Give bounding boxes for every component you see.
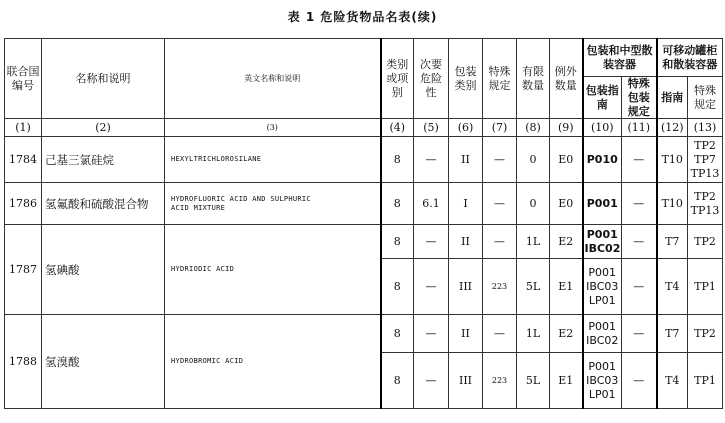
special-provision-cell: — [483,225,517,259]
subsidiary-cell: — [414,315,449,353]
tank-special-cell: TP2 TP7 TP13 [688,137,723,183]
col-number: (11) [622,119,657,137]
tank-instruction-cell: T7 [657,225,688,259]
limited-qty-cell: 5L [517,259,550,315]
excepted-qty-cell: E0 [550,137,583,183]
col-number: (6) [449,119,483,137]
special-packing-cell: — [622,183,657,225]
table-row [5,137,723,183]
class-cell: 8 [381,259,414,315]
col-number: (10) [583,119,622,137]
header-subsidiary-risk: 次要危险性 [414,39,449,119]
english-name: HYDROFLUORIC ACID AND SULPHURIC ACID MIXTURE [165,183,381,225]
header-english-name: 英文名称和说明 [165,39,381,119]
un-number: 1784 [5,137,42,183]
table-row [5,183,723,225]
english-name: HYDRIODIC ACID [165,225,381,315]
class-cell: 8 [381,315,414,353]
subsidiary-cell: 6.1 [414,183,449,225]
chinese-name: 氢碘酸 [42,225,165,315]
header-packing-instruction: 包装指南 [583,77,622,119]
header-name: 名称和说明 [42,39,165,119]
limited-qty-cell: 1L [517,225,550,259]
header-un-no: 联合国编号 [5,39,42,119]
english-name: HEXYLTRICHLOROSILANE [165,137,381,183]
special-provision-cell: — [483,137,517,183]
packing-group-cell: II [449,225,483,259]
chinese-name: 氢溴酸 [42,315,165,409]
tank-instruction-cell: T10 [657,137,688,183]
packing-group-cell: I [449,183,483,225]
english-name: HYDROBROMIC ACID [165,315,381,409]
excepted-qty-cell: E0 [550,183,583,225]
packing-instruction-cell: P001 IBC03 LP01 [583,259,622,315]
special-provision-cell: 223 [483,353,517,409]
col-number: (2) [42,119,165,137]
header-tank-instruction: 指南 [657,77,688,119]
tank-instruction-cell: T4 [657,353,688,409]
subsidiary-cell: — [414,259,449,315]
col-number: (1) [5,119,42,137]
header-packing-group: 包装类别 [449,39,483,119]
col-number: (3) [165,119,381,137]
col-number: (13) [688,119,723,137]
header-portable-tanks: 可移动罐柜和散装容器 [657,39,723,77]
class-cell: 8 [381,137,414,183]
un-number: 1787 [5,225,42,315]
packing-instruction-cell: P001 IBC02 [583,315,622,353]
tank-instruction-cell: T7 [657,315,688,353]
un-number: 1786 [5,183,42,225]
packing-group-cell: II [449,315,483,353]
dangerous-goods-table [4,38,723,409]
tank-special-cell: TP2 TP13 [688,183,723,225]
tank-special-cell: TP1 [688,259,723,315]
column-number-row [5,119,723,137]
header-excepted-quantity: 例外数量 [550,39,583,119]
limited-qty-cell: 5L [517,353,550,409]
table-row [5,225,723,259]
special-packing-cell: — [622,259,657,315]
class-cell: 8 [381,353,414,409]
chinese-name: 己基三氯硅烷 [42,137,165,183]
special-provision-cell: — [483,315,517,353]
col-number: (5) [414,119,449,137]
packing-instruction-cell: P001 IBC03 LP01 [583,353,622,409]
packing-group-cell: II [449,137,483,183]
excepted-qty-cell: E1 [550,259,583,315]
special-packing-cell: — [622,353,657,409]
header-special-provisions: 特殊规定 [483,39,517,119]
header-class: 类别或项别 [381,39,414,119]
packing-instruction-cell: P001 [583,183,622,225]
subsidiary-cell: — [414,137,449,183]
special-packing-cell: — [622,315,657,353]
subsidiary-cell: — [414,225,449,259]
chinese-name: 氢氟酸和硫酸混合物 [42,183,165,225]
packing-group-cell: III [449,353,483,409]
limited-qty-cell: 1L [517,315,550,353]
col-number: (7) [483,119,517,137]
packing-instruction-cell: P001 IBC02 [583,225,622,259]
tank-special-cell: TP1 [688,353,723,409]
col-number: (8) [517,119,550,137]
excepted-qty-cell: E2 [550,225,583,259]
special-packing-cell: — [622,225,657,259]
subsidiary-cell: — [414,353,449,409]
un-number: 1788 [5,315,42,409]
tank-instruction-cell: T4 [657,259,688,315]
class-cell: 8 [381,225,414,259]
special-packing-cell: — [622,137,657,183]
col-number: (12) [657,119,688,137]
packing-instruction-cell: P010 [583,137,622,183]
header-limited-quantity: 有限数量 [517,39,550,119]
excepted-qty-cell: E2 [550,315,583,353]
table-row [5,315,723,353]
special-provision-cell: — [483,183,517,225]
excepted-qty-cell: E1 [550,353,583,409]
limited-qty-cell: 0 [517,137,550,183]
tank-instruction-cell: T10 [657,183,688,225]
header-tank-special: 特殊规定 [688,77,723,119]
header-packagings-ibc: 包装和中型散装容器 [583,39,657,77]
packing-group-cell: III [449,259,483,315]
table-title: 表 1 危险货物品名表(续) [287,10,438,24]
tank-special-cell: TP2 [688,225,723,259]
limited-qty-cell: 0 [517,183,550,225]
col-number: (4) [381,119,414,137]
class-cell: 8 [381,183,414,225]
col-number: (9) [550,119,583,137]
header-special-packing: 特殊包装规定 [622,77,657,119]
special-provision-cell: 223 [483,259,517,315]
tank-special-cell: TP2 [688,315,723,353]
